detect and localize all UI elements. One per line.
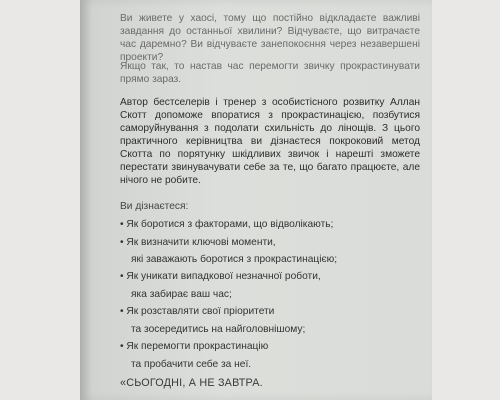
spine-shadow <box>80 0 92 400</box>
closing-quote <box>120 376 420 390</box>
learn-item: • Як розставляти свої пріоритети <box>120 306 275 317</box>
learn-item: • Як уникати випадкової незначної роботи, <box>120 271 321 282</box>
learn-item: • Як визначити ключові моменти, <box>120 237 276 248</box>
learn-item: • Як боротися з факторами, що відволікають; <box>120 219 334 230</box>
learn-item-continued: та зосередитись на найголовнішому; <box>131 324 306 335</box>
quote-line: «СЬОГОДНІ, А НЕ ЗАВТРА. <box>120 377 263 389</box>
intro-paragraph: Ви живете у хаосі, тому що постійно відкладаєте важливі завдання до останньої хвилини? Відчуваєте, що витрачаєте час даремно? Ви відчуваєте занепокоєння через незавершені проекти? <box>120 13 420 63</box>
learn-heading: Ви дізнаєтеся: <box>120 201 189 212</box>
book-back-cover <box>80 0 432 400</box>
call-to-action-paragraph: Якщо так, то настав час перемогти звичку прокрастинувати прямо зараз. <box>120 61 420 85</box>
learn-item-continued: які заважають боротися з прокрастинацією; <box>131 254 338 265</box>
author-paragraph: Автор бестселерів і тренер з особистісного розвитку Аллан Скотт допоможе впоратися з прокрастинацією, позбутися саморуйнування з подолати схильність до лінощів. З цього практичного керівництва ви дізнаєтеся покроковий метод Скотта по порятунку шкідливих звичок і нарешті зможете перестати звинувачувати себе за те, що багато працюєте, але нічого не робите. <box>120 97 420 186</box>
learn-item: • Як перемогти прокрастинацію <box>120 341 269 352</box>
learn-item-continued: яка забирає ваш час; <box>131 289 232 300</box>
learn-item-continued: та пробачити себе за неї. <box>131 359 252 370</box>
